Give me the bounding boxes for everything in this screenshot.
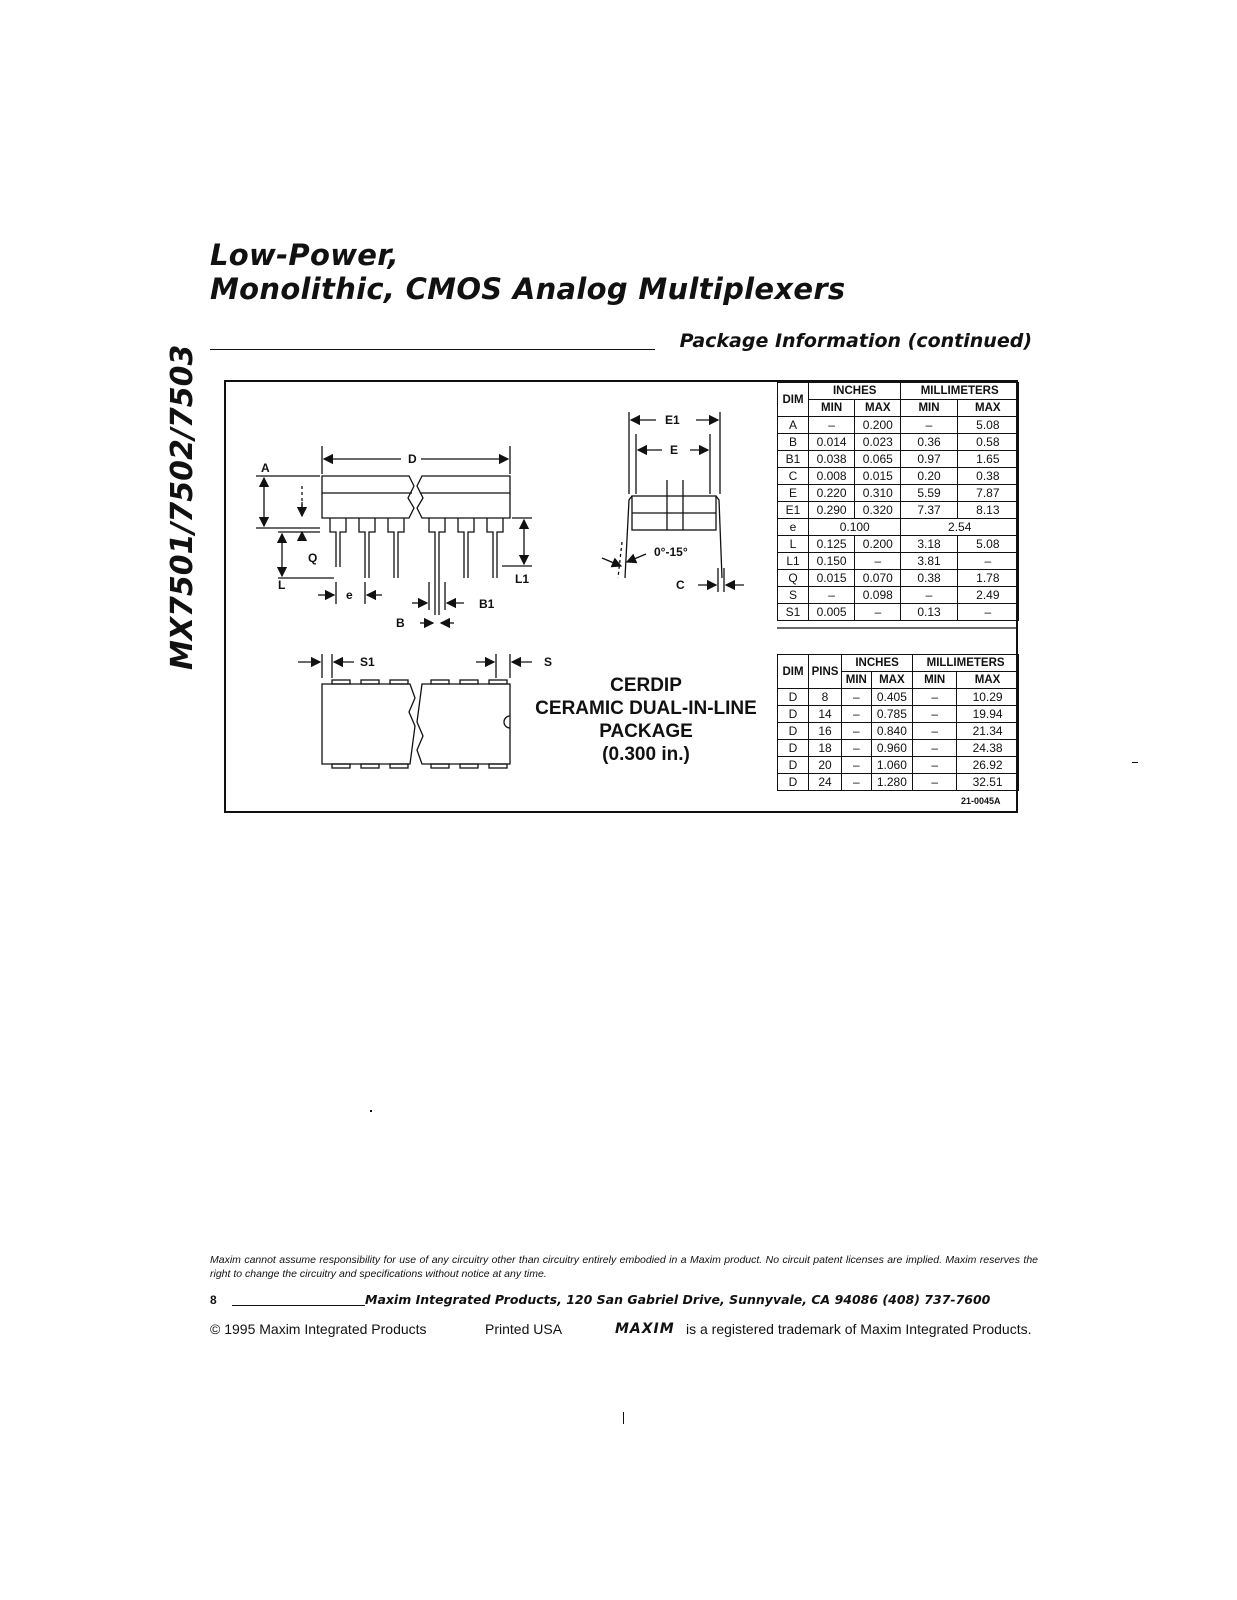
- side-part-number: MX7501/7502/7503: [165, 344, 200, 670]
- table-row: [778, 757, 1019, 774]
- cell: 0.97: [901, 451, 957, 468]
- cell: 2.54: [901, 519, 1019, 536]
- cell: 21.34: [957, 723, 1019, 740]
- cell: 1.060: [871, 757, 913, 774]
- cell: –: [901, 587, 957, 604]
- cell: 0.070: [855, 570, 901, 587]
- cell: D: [778, 723, 809, 740]
- dim-label-L: L: [278, 578, 286, 592]
- cell: –: [842, 706, 872, 723]
- col-header-min: MIN: [809, 400, 855, 417]
- dim-label-S: S: [544, 655, 553, 669]
- cell: 32.51: [957, 774, 1019, 791]
- trademark-notice: is a registered trademark of Maxim Integrated Products.: [686, 1321, 1032, 1337]
- cell: 0.008: [809, 468, 855, 485]
- table-row: [778, 485, 1019, 502]
- table-row: [778, 451, 1019, 468]
- cell: D: [778, 740, 809, 757]
- dim-label-e: e: [346, 588, 353, 602]
- table-row: [778, 587, 1019, 604]
- cell: 5.08: [957, 417, 1018, 434]
- section-title: Package Information (continued): [679, 330, 1032, 352]
- table-row: [778, 468, 1019, 485]
- title-line-2: Monolithic, CMOS Analog Multiplexers: [210, 272, 846, 306]
- cell: 18: [809, 740, 842, 757]
- col-header-inches: INCHES: [842, 655, 913, 672]
- cell: D: [778, 706, 809, 723]
- dim-label-angle: 0°-15°: [654, 545, 688, 559]
- cell: C: [778, 468, 809, 485]
- cell: 0.014: [809, 434, 855, 451]
- cell: L1: [778, 553, 809, 570]
- cell: 0.320: [855, 502, 901, 519]
- col-header-max: MAX: [957, 400, 1018, 417]
- cell: e: [778, 519, 809, 536]
- cell: 0.098: [855, 587, 901, 604]
- cell: 0.100: [809, 519, 901, 536]
- footer-rule: [232, 1305, 365, 1306]
- cell: 5.08: [957, 536, 1018, 553]
- cell: 0.038: [809, 451, 855, 468]
- cell: B: [778, 434, 809, 451]
- printed-in: Printed USA: [485, 1321, 563, 1337]
- cell: 0.200: [855, 417, 901, 434]
- cell: 0.023: [855, 434, 901, 451]
- dim-label-E: E: [670, 443, 679, 457]
- cell: 0.125: [809, 536, 855, 553]
- col-header-millimeters: MILLIMETERS: [913, 655, 1019, 672]
- section-rule: [210, 349, 655, 350]
- disclaimer: [210, 1253, 1038, 1281]
- cell: D: [778, 757, 809, 774]
- scan-speck: [370, 1110, 372, 1112]
- cell: 5.59: [901, 485, 957, 502]
- cell: 19.94: [957, 706, 1019, 723]
- table-row: [778, 519, 1019, 536]
- table-row: [778, 417, 1019, 434]
- cell: 1.65: [957, 451, 1018, 468]
- maxim-logo: MAXIM: [615, 1321, 675, 1337]
- cell: 10.29: [957, 689, 1019, 706]
- copyright-row: [210, 1319, 1038, 1339]
- cell: 0.200: [855, 536, 901, 553]
- cell: –: [855, 553, 901, 570]
- dim-label-E1: E1: [665, 413, 680, 427]
- dim-label-B: B: [396, 616, 405, 630]
- document-number: 21-0045A: [961, 796, 1001, 806]
- cell: –: [842, 740, 872, 757]
- side-body-left: [322, 476, 414, 518]
- cell: L: [778, 536, 809, 553]
- dim-label-B1: B1: [479, 597, 495, 611]
- cell: 14: [809, 706, 842, 723]
- cell: 0.065: [855, 451, 901, 468]
- cell: 0.840: [871, 723, 913, 740]
- cell: 0.015: [809, 570, 855, 587]
- cell: E1: [778, 502, 809, 519]
- col-header-min: MIN: [842, 672, 872, 689]
- cell: D: [778, 774, 809, 791]
- dimension-table: [777, 382, 1019, 621]
- cell: 0.13: [901, 604, 957, 621]
- col-header-max: MAX: [871, 672, 913, 689]
- cell: 8.13: [957, 502, 1018, 519]
- pin-count-table: [777, 654, 1019, 791]
- cell: 0.405: [871, 689, 913, 706]
- cell: –: [913, 740, 957, 757]
- side-body-right: [417, 476, 510, 518]
- cell: 16: [809, 723, 842, 740]
- col-header-dim: DIM: [778, 383, 809, 417]
- cell: 20: [809, 757, 842, 774]
- cell: –: [901, 417, 957, 434]
- cell: –: [913, 689, 957, 706]
- cell: 0.20: [901, 468, 957, 485]
- cell: 0.150: [809, 553, 855, 570]
- cell: 0.36: [901, 434, 957, 451]
- table-row: [778, 774, 1019, 791]
- package-caption-line-2: CERAMIC DUAL-IN-LINE: [535, 698, 757, 719]
- cell: –: [913, 723, 957, 740]
- cell: –: [809, 417, 855, 434]
- cell: –: [842, 757, 872, 774]
- table-row: [778, 502, 1019, 519]
- cell: –: [809, 587, 855, 604]
- cell: Q: [778, 570, 809, 587]
- cell: 0.38: [901, 570, 957, 587]
- dim-label-S1: S1: [360, 655, 375, 669]
- cell: –: [855, 604, 901, 621]
- package-caption-line-3: PACKAGE: [599, 721, 693, 742]
- cell: A: [778, 417, 809, 434]
- cell: 0.960: [871, 740, 913, 757]
- package-caption-line-4: (0.300 in.): [602, 744, 690, 765]
- title-line-1: Low-Power,: [210, 238, 399, 272]
- cell: –: [913, 757, 957, 774]
- col-header-pins: PINS: [809, 655, 842, 689]
- dim-label-C: C: [676, 578, 685, 592]
- dim-label-D: D: [408, 452, 417, 466]
- cell: –: [913, 774, 957, 791]
- package-info-box: [224, 380, 1018, 813]
- company-address: Maxim Integrated Products, 120 San Gabriel Drive, Sunnyvale, CA 94086 (408) 737-7600: [365, 1292, 991, 1307]
- package-caption-line-1: CERDIP: [610, 675, 682, 696]
- cell: 0.290: [809, 502, 855, 519]
- table-row: [778, 723, 1019, 740]
- cell: 1.78: [957, 570, 1018, 587]
- cell: 7.87: [957, 485, 1018, 502]
- cell: D: [778, 689, 809, 706]
- cell: B1: [778, 451, 809, 468]
- cell: E: [778, 485, 809, 502]
- cell: 3.18: [901, 536, 957, 553]
- table-row: [778, 553, 1019, 570]
- cell: –: [842, 774, 872, 791]
- col-header-max: MAX: [855, 400, 901, 417]
- cell: 24.38: [957, 740, 1019, 757]
- table-row: [778, 706, 1019, 723]
- cell: 24: [809, 774, 842, 791]
- footer-address-line: [210, 1291, 1038, 1311]
- dim-label-Q: Q: [308, 551, 318, 565]
- cell: 0.310: [855, 485, 901, 502]
- table-row: [778, 434, 1019, 451]
- col-header-min: MIN: [901, 400, 957, 417]
- disclaimer-line-1: Maxim cannot assume responsibility for use of any circuitry other than circuitry entirely embodied in a Maxim product. No circuit patent licenses are: [210, 1254, 903, 1266]
- cell: 8: [809, 689, 842, 706]
- scan-speck: [623, 1412, 624, 1424]
- dim-label-A: A: [261, 461, 270, 475]
- cell: –: [913, 706, 957, 723]
- dim-label-L1: L1: [515, 572, 530, 586]
- table-row: [778, 740, 1019, 757]
- scan-speck: [1132, 762, 1138, 763]
- col-header-max: MAX: [957, 672, 1019, 689]
- cell: S1: [778, 604, 809, 621]
- copyright: © 1995 Maxim Integrated Products: [210, 1321, 427, 1337]
- table-row: [778, 536, 1019, 553]
- col-header-min: MIN: [913, 672, 957, 689]
- page-title: [210, 238, 846, 306]
- cell: 2.49: [957, 587, 1018, 604]
- cell: 0.220: [809, 485, 855, 502]
- page-number: 8: [210, 1293, 217, 1307]
- col-header-millimeters: MILLIMETERS: [901, 383, 1019, 400]
- cell: 3.81: [901, 553, 957, 570]
- cell: –: [957, 553, 1018, 570]
- cell: 1.280: [871, 774, 913, 791]
- table-row: [778, 604, 1019, 621]
- cell: 0.005: [809, 604, 855, 621]
- cell: 26.92: [957, 757, 1019, 774]
- col-header-inches: INCHES: [809, 383, 901, 400]
- package-caption: [516, 674, 776, 766]
- cell: 0.785: [871, 706, 913, 723]
- table-row: [778, 570, 1019, 587]
- cell: –: [842, 689, 872, 706]
- col-header-dim: DIM: [778, 655, 809, 689]
- cell: –: [842, 723, 872, 740]
- cell: 0.58: [957, 434, 1018, 451]
- disclaimer-line-2: implied. Maxim reserves the right to change the circuitry and specifications without notice at any time.: [210, 1254, 1039, 1280]
- cell: 0.38: [957, 468, 1018, 485]
- cell: –: [957, 604, 1018, 621]
- cell: S: [778, 587, 809, 604]
- table-row: [778, 689, 1019, 706]
- cell: 0.015: [855, 468, 901, 485]
- cell: 7.37: [901, 502, 957, 519]
